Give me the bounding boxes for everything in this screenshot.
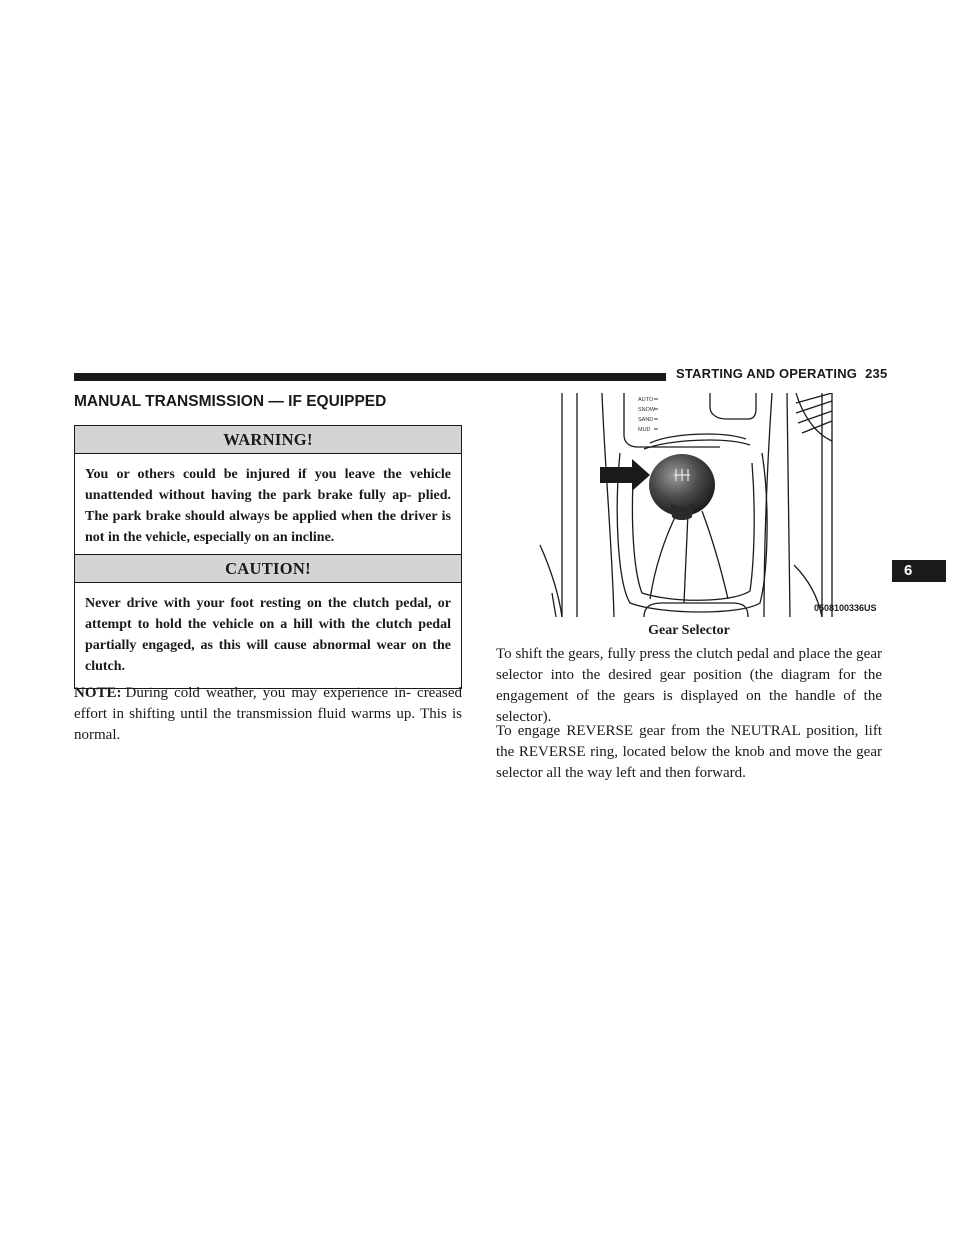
caution-text: Never drive with your foot resting on the clutch pedal, or attempt to hold the vehicle on a hill with the clutch pedal partially engaged, as this will cause abnormal wear on the clutch.	[85, 596, 451, 674]
mode-label-sand: SAND	[638, 417, 654, 423]
mode-label-mud: MUD	[638, 427, 651, 433]
warning-text: You or others could be injured if you leave the vehicle unattended without having the park brake fully ap- plied. The park brake should always be applied when the driver is not in the vehicle, especially on an incline.	[85, 467, 451, 545]
mode-label-auto: AUTO	[638, 397, 654, 403]
figure-code: 0508100336US	[814, 603, 877, 613]
shift-pattern-icon	[674, 469, 690, 481]
warning-heading: WARNING!	[75, 426, 461, 454]
shift-knob	[649, 454, 715, 516]
note-paragraph	[74, 683, 462, 746]
shift-gears-paragraph: To shift the gears, fully press the clutch pedal and place the gear selector into the desired gear position (the diagram for the engagement of the gears is displayed on the handle of the selector).	[496, 646, 882, 725]
caution-heading: CAUTION!	[75, 555, 461, 583]
figure-caption: Gear Selector	[648, 623, 730, 638]
page-number: 235	[865, 366, 888, 381]
gear-selector-illustration	[532, 393, 896, 617]
reverse-gear-paragraph: To engage REVERSE gear from the NEUTRAL position, lift the REVERSE ring, located below the knob and move the gear selector all the way left and then forward.	[496, 723, 882, 781]
caution-box	[74, 554, 462, 689]
section-title: MANUAL TRANSMISSION — IF EQUIPPED	[74, 393, 387, 410]
note-text: During cold weather, you may experience in- creased effort in shifting until the transmission fluid warms up. This is normal.	[74, 685, 462, 743]
header-rule	[74, 373, 666, 381]
running-header	[676, 366, 887, 381]
gear-selector-figure	[532, 393, 896, 617]
header-section-title: STARTING AND OPERATING	[676, 366, 858, 381]
warning-box	[74, 425, 462, 560]
chapter-tab[interactable]: 6	[892, 560, 946, 582]
note-label: NOTE:	[74, 685, 122, 701]
mode-label-snow: SNOW	[638, 407, 656, 413]
